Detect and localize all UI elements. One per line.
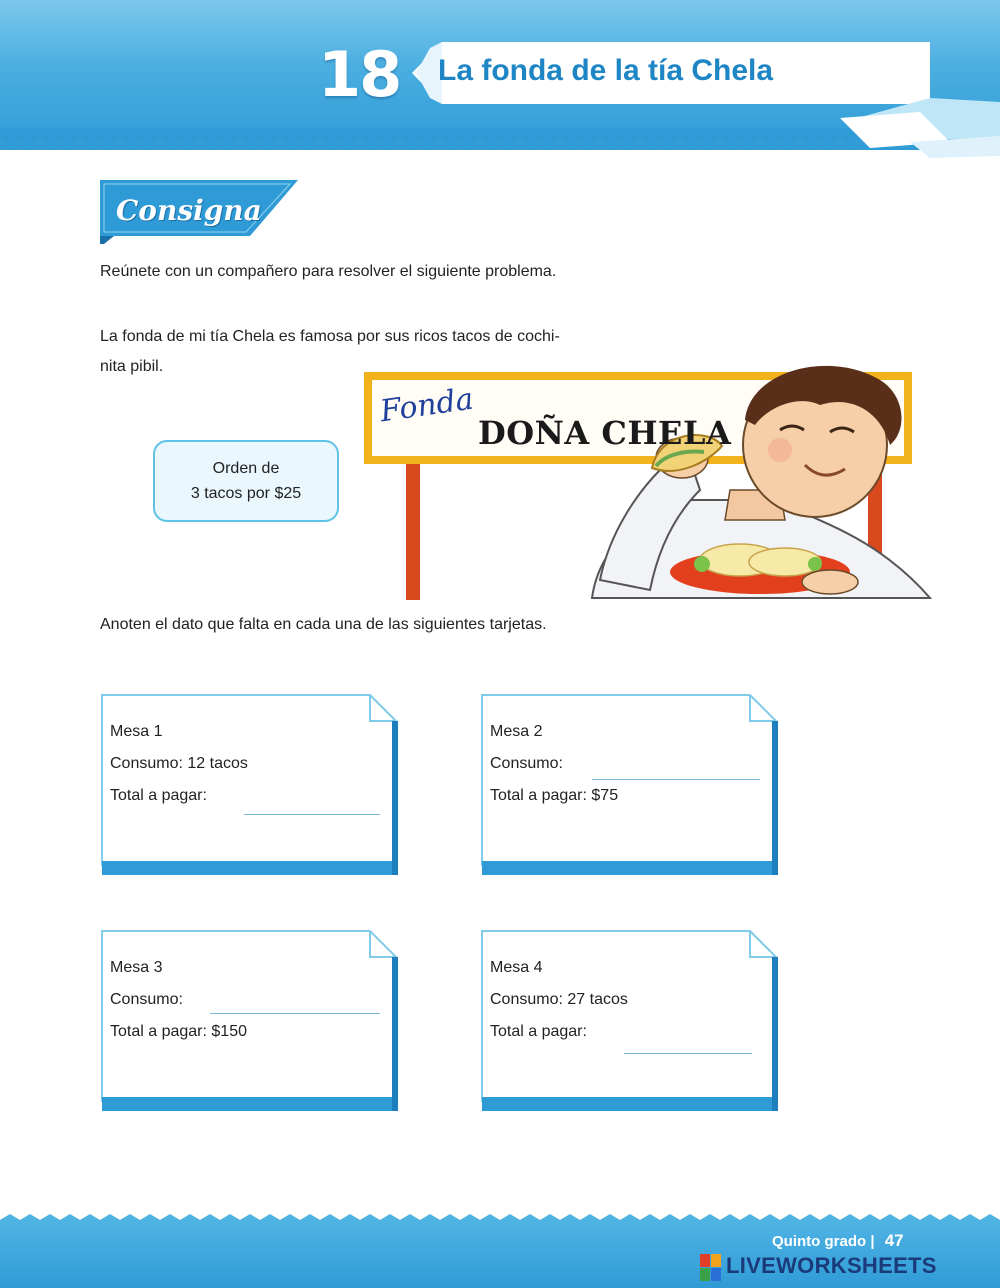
page-number: 47 [884, 1231, 904, 1250]
card-mesa-1 [100, 693, 398, 873]
total-value: $150 [211, 1023, 247, 1040]
card-frame [480, 693, 778, 877]
total-answer-input[interactable] [624, 1053, 752, 1054]
intro-text: Reúnete con un compañero para resolver el siguiente problema. [100, 263, 557, 280]
consumo-label: Consumo: [110, 991, 183, 1008]
grade-label: Quinto grado [772, 1233, 867, 1250]
consumo-answer-input[interactable] [592, 779, 760, 780]
sign-script-word: Fonda [378, 381, 476, 430]
total-row [110, 1023, 247, 1041]
total-label: Total a pagar: [490, 787, 587, 804]
card-mesa-2 [480, 693, 778, 873]
card-mesa-4 [480, 929, 778, 1109]
fonda-illustration [360, 350, 935, 600]
consumo-row [110, 991, 183, 1009]
story-line-2: nita pibil. [100, 358, 164, 375]
total-label: Total a pagar: [110, 1023, 207, 1040]
total-answer-input[interactable] [244, 814, 380, 815]
price-bubble-line-2: 3 tacos por $25 [190, 485, 302, 502]
liveworksheets-logo-icon [700, 1254, 722, 1282]
card-frame [480, 929, 778, 1113]
consumo-label: Consumo: [490, 755, 563, 772]
total-row [490, 1023, 587, 1041]
total-label: Total a pagar: [110, 787, 207, 804]
liveworksheets-brand[interactable]: LIVEWORKSHEETS [726, 1253, 937, 1278]
consumo-row [490, 755, 563, 773]
consumo-label: Consumo: [490, 991, 563, 1008]
total-label: Total a pagar: [490, 1023, 587, 1040]
ribbon-decoration [840, 98, 1000, 158]
consumo-row [110, 755, 248, 773]
footer-grade [772, 1231, 904, 1251]
task-text: Anoten el dato que falta en cada una de las siguientes tarjetas. [100, 616, 547, 633]
story-line-1: La fonda de mi tía Chela es famosa por sus ricos tacos de cochi- [100, 328, 560, 345]
consumo-value: 12 tacos [187, 755, 248, 772]
price-bubble [153, 440, 339, 522]
page-title: La fonda de la tía Chela [438, 54, 774, 87]
card-frame [100, 929, 398, 1113]
consigna-label: Consigna [116, 194, 262, 227]
total-row [490, 787, 618, 805]
consumo-label: Consumo: [110, 755, 183, 772]
consumo-row [490, 991, 628, 1009]
consumo-answer-input[interactable] [210, 1013, 380, 1014]
total-value: $75 [591, 787, 619, 804]
consumo-value: 27 tacos [567, 991, 628, 1008]
card-mesa-3 [100, 929, 398, 1109]
total-row [110, 787, 207, 805]
card-title: Mesa 4 [490, 959, 543, 976]
price-bubble-line-1: Orden de [212, 460, 280, 477]
sign-name: DOÑA CHELA [478, 414, 732, 452]
grade-separator: | [870, 1233, 875, 1250]
card-title: Mesa 1 [110, 723, 163, 740]
card-title: Mesa 3 [110, 959, 163, 976]
card-title: Mesa 2 [490, 723, 543, 740]
lesson-number: 18 [318, 38, 401, 111]
card-frame [100, 693, 398, 877]
